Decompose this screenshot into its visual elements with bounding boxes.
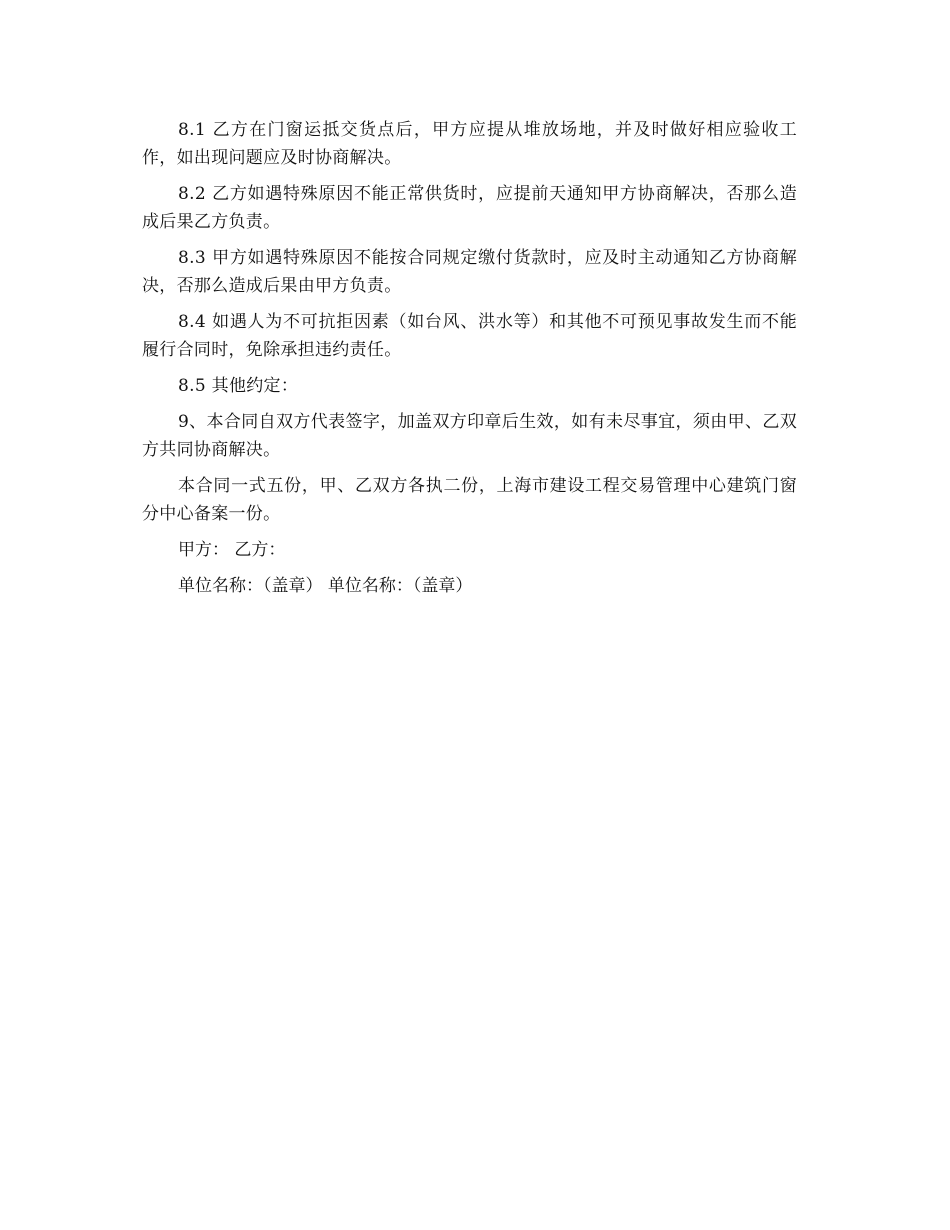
clause-8-3: 8.3 甲方如遇特殊原因不能按合同规定缴付货款时，应及时主动通知乙方协商解决，否那么造成后果由甲方负责。: [142, 248, 797, 296]
copies-clause: 本合同一式五份，甲、乙双方各执二份，上海市建设工程交易管理中心建筑门窗分中心备案一份。: [142, 476, 797, 524]
clause-8-1: 8.1 乙方在门窗运抵交货点后，甲方应提从堆放场地，并及时做好相应验收工作，如出现问题应及时协商解决。: [142, 120, 797, 168]
unit-names: [142, 572, 797, 600]
clause-9: 9、本合同自双方代表签字，加盖双方印章后生效，如有未尽事宜，须由甲、乙双方共同协商解决。: [142, 412, 797, 460]
document-body: [142, 116, 797, 608]
party-b-unit: 单位名称：（盖章）: [327, 576, 473, 596]
clause-8-4: 8.4 如遇人为不可抗拒因素（如台风、洪水等）和其他不可预见事故发生而不能履行合同时，免除承担违约责任。: [142, 312, 797, 360]
clause-8-2: 8.2 乙方如遇特殊原因不能正常供货时，应提前天通知甲方协商解决，否那么造成后果乙方负责。: [142, 184, 797, 232]
party-a-label: 甲方：: [178, 540, 229, 560]
party-b-label: 乙方：: [234, 540, 286, 560]
clause-8-5: 8.5 其他约定：: [178, 376, 299, 396]
party-a-unit: 单位名称：（盖章）: [178, 576, 323, 596]
party-labels: [142, 536, 797, 564]
